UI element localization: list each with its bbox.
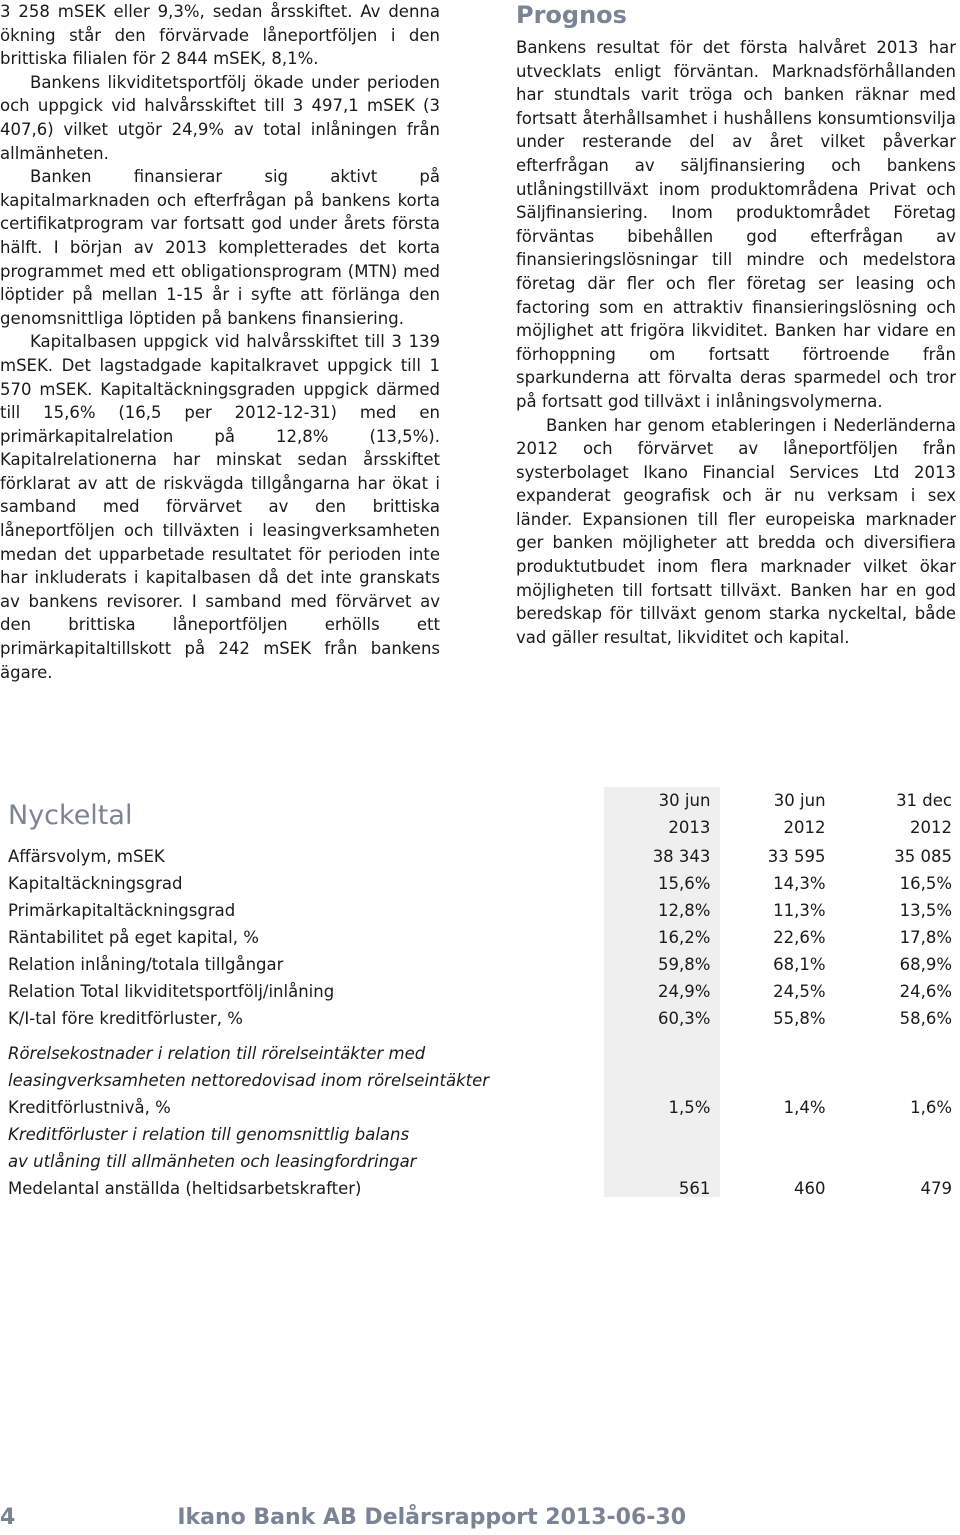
page-number: 4 xyxy=(0,1505,16,1530)
table-row xyxy=(0,1005,960,1032)
cell-value: 460 xyxy=(794,1179,826,1198)
footnote-line: leasingverksamheten nettoredovisad inom rörelseintäkter xyxy=(8,1071,490,1090)
paragraph: Banken har genom etableringen i Nederländerna 2012 och förvärvet av låneportföljen från systerbolaget Ikano Financial Services Ltd 2013 expanderat geografisk och är nu verksam i sex länder. Expansionen till fler europeiska marknader ger banken möjligheter att bredda och diversifiera produktutbudet inom flera marknader vilket ökar möjligheten till fortsatt tillväxt. Banken har en god beredskap för tillväxt genom starka nyckeltal, både vad gäller resultat, likviditet och kapital. xyxy=(516,415,956,647)
footnote-line: av utlåning till allmänheten och leasingfordringar xyxy=(8,1152,417,1171)
table-title-cell xyxy=(0,787,605,843)
section-heading-prognos: Prognos xyxy=(516,1,627,29)
column-header xyxy=(718,787,833,843)
cell-value: 24,5% xyxy=(773,982,826,1001)
cell-value: 60,3% xyxy=(658,1009,711,1028)
kpi-table-section xyxy=(0,787,960,1202)
cell-value: 59,8% xyxy=(658,955,711,974)
page-footer xyxy=(0,1505,960,1535)
paragraph: 3 258 mSEK eller 9,3%, sedan årsskiftet. Av denna ökning står den förvärvade låneportföljen i den brittiska filialen för 2 844 mSEK, 8,1%. xyxy=(0,2,440,69)
table-row xyxy=(0,1175,960,1202)
row-label: Primärkapitaltäckningsgrad xyxy=(8,901,236,920)
cell-value: 1,6% xyxy=(910,1098,952,1117)
row-label: Affärsvolym, mSEK xyxy=(8,847,165,866)
right-text-column xyxy=(516,0,956,649)
column-header-line: 30 jun xyxy=(658,791,711,810)
table-row xyxy=(0,897,960,924)
cell-value: 22,6% xyxy=(773,928,826,947)
cell-value: 35 085 xyxy=(894,847,952,866)
paragraph: Banken finansierar sig aktivt på kapitalmarknaden och efterfrågan på bankens korta certifikatprogram var fortsatt god under årets första hälft. I början av 2013 kompletterades det korta programmet med ett obligationsprogram (MTN) med löptider på mellan 1-15 år i syfte att förlänga den genomsnittliga löptiden på bankens finansiering. xyxy=(0,167,440,328)
footer-title: Ikano Bank AB Delårsrapport 2013-06-30 xyxy=(177,1505,686,1530)
footnote-line: Rörelsekostnader i relation till rörelseintäkter med xyxy=(8,1044,426,1063)
cell-value: 1,4% xyxy=(783,1098,826,1117)
cell-value: 33 595 xyxy=(767,847,826,866)
row-label: Kapitaltäckningsgrad xyxy=(8,874,183,893)
cell-value: 14,3% xyxy=(773,874,826,893)
paragraph: Bankens resultat för det första halvåret 2013 har utvecklats enligt förväntan. Marknadsförhållanden har stundtals varit tröga och banken räknar med fortsatt återhållsamhet i hushållens konsumtionsvilja under resterande del av året vilket påverkar efterfrågan av säljfinansiering och bankens utlåningstillväxt inom produktområdena Privat och Säljfinansiering. Inom produktområdet Företag förväntas bibehållen god efterfrågan av finansieringslösningar till mindre och medelstora företag där fler och fler företag ser leasing och factoring som en attraktiv finansieringslösning och möjlighet att frigöra likviditet. Banken har vidare en förhoppning om fortsatt förtroende från sparkunderna att förvalta deras sparmedel och tror på fortsatt god tillväxt i inlåningsvolymerna. xyxy=(516,38,956,411)
cell-value: 38 343 xyxy=(652,847,711,866)
paragraph: Bankens likviditetsportfölj ökade under perioden och uppgick vid halvårsskiftet till 3 497,1 mSEK (3 407,6) vilket utgör 24,9% av total inlåningen från allmänheten. xyxy=(0,72,440,163)
footnote-line: Kreditförluster i relation till genomsnittlig balans xyxy=(8,1125,410,1144)
cell-value: 16,2% xyxy=(658,928,711,947)
cell-value: 16,5% xyxy=(899,874,952,893)
row-label: Medelantal anställda (heltidsarbetskrafter) xyxy=(8,1179,362,1198)
cell-value: 58,6% xyxy=(899,1009,952,1028)
row-label: K/I-tal före kreditförluster, % xyxy=(8,1009,243,1028)
column-header-line: 2013 xyxy=(668,818,711,837)
table-row xyxy=(0,924,960,951)
column-header-line: 30 jun xyxy=(773,791,826,810)
left-text-column xyxy=(0,0,440,684)
column-header xyxy=(605,787,718,843)
row-label: Relation Total likviditetsportfölj/inlåning xyxy=(8,982,335,1001)
footnote-row xyxy=(0,1121,960,1148)
column-header xyxy=(834,787,960,843)
table-row xyxy=(0,951,960,978)
cell-value: 561 xyxy=(678,1179,711,1198)
paragraph: Kapitalbasen uppgick vid halvårsskiftet till 3 139 mSEK. Det lagstadgade kapitalkravet uppgick till 1 570 mSEK. Kapitaltäckningsgraden uppgick därmed till 15,6% (16,5 per 2012-12-31) med en primärkapitalrelation på 12,8% (13,5%). Kapitalrelationerna har minskat sedan årsskiftet förklarat av att de riskvägda tillgångarna har ökat i samband med förvärvet av den brittiska låneportföljen och tillväxten i leasingverksamheten medan det upparbetade resultatet för perioden inte har inkluderats i kapitalbasen då det inte granskats av bankens revisorer. I samband med förvärvet av den brittiska låneportföljen erhölls ett primärkapitaltillskott på 242 mSEK från bankens ägare. xyxy=(0,332,440,682)
cell-value: 479 xyxy=(920,1179,952,1198)
cell-value: 55,8% xyxy=(773,1009,826,1028)
table-row xyxy=(0,870,960,897)
table-row xyxy=(0,1094,960,1121)
table-row xyxy=(0,843,960,870)
cell-value: 24,6% xyxy=(899,982,952,1001)
row-label: Relation inlåning/totala tillgångar xyxy=(8,955,284,974)
kpi-table xyxy=(0,787,960,1202)
cell-value: 15,6% xyxy=(658,874,711,893)
cell-value: 68,1% xyxy=(773,955,826,974)
footnote-row xyxy=(0,1148,960,1175)
row-label: Kreditförlustnivå, % xyxy=(8,1098,171,1117)
footnote-row xyxy=(0,1067,960,1094)
footnote-row xyxy=(0,1040,960,1067)
table-row xyxy=(0,978,960,1005)
table-header-row xyxy=(0,787,960,843)
cell-value: 13,5% xyxy=(899,901,952,920)
column-header-line: 31 dec xyxy=(896,791,952,810)
cell-value: 11,3% xyxy=(773,901,826,920)
table-title: Nyckeltal xyxy=(8,799,133,831)
cell-value: 68,9% xyxy=(899,955,952,974)
cell-value: 1,5% xyxy=(668,1098,711,1117)
cell-value: 12,8% xyxy=(658,901,711,920)
column-header-line: 2012 xyxy=(910,818,952,837)
cell-value: 17,8% xyxy=(899,928,952,947)
row-label: Räntabilitet på eget kapital, % xyxy=(8,928,259,947)
cell-value: 24,9% xyxy=(658,982,711,1001)
spacer-row xyxy=(0,1032,960,1040)
column-header-line: 2012 xyxy=(783,818,826,837)
